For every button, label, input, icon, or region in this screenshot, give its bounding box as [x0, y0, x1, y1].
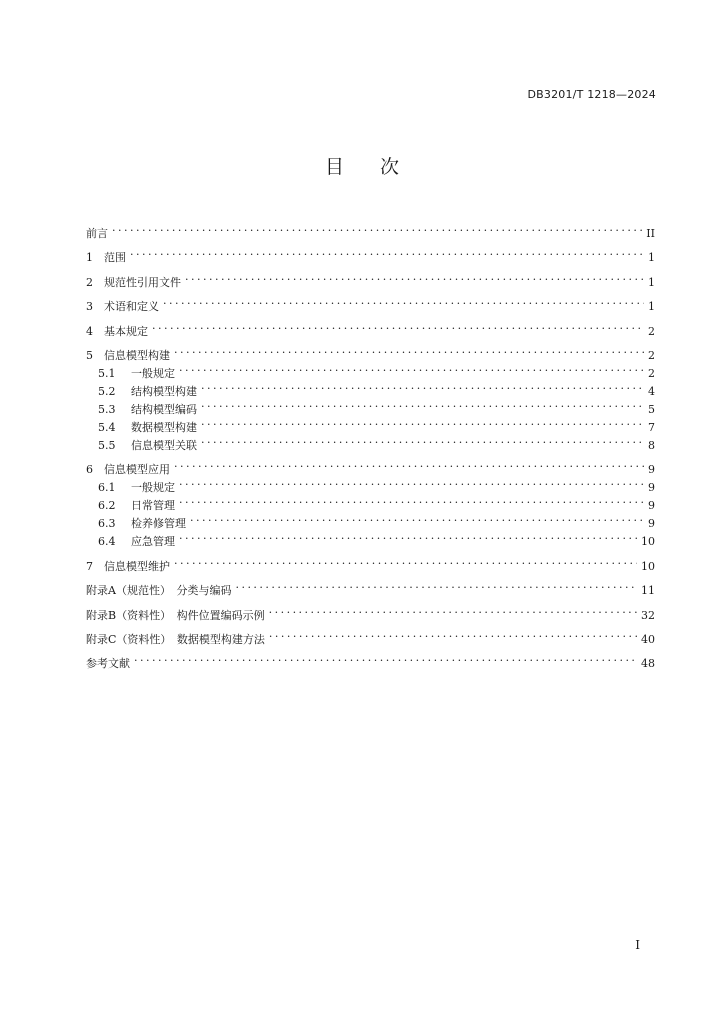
toc-entry-number: 5.4	[98, 420, 116, 434]
toc-entry-page: 9	[648, 499, 655, 513]
toc-entry[interactable]	[86, 576, 655, 598]
toc-entry-label: 一般规定	[131, 366, 175, 380]
toc-entry-number: 4	[86, 324, 93, 338]
toc-entry-page: 7	[648, 420, 655, 434]
toc-entry-page: 2	[648, 366, 655, 380]
toc-entry[interactable]	[86, 601, 655, 622]
toc-entry[interactable]	[86, 243, 655, 265]
toc-entry[interactable]	[86, 649, 655, 671]
toc-entry[interactable]	[86, 317, 655, 338]
toc-entry-label: 检养修管理	[131, 517, 186, 531]
toc-entry-page: 9	[648, 463, 655, 477]
toc-entry-label: 结构模型编码	[131, 402, 197, 416]
toc-entry-page: 8	[648, 438, 655, 452]
toc-entry-label: 范围	[104, 251, 126, 265]
toc-entry-page: 1	[648, 300, 655, 314]
toc-entry-page: 11	[641, 584, 655, 598]
toc-entry-number: 5.2	[98, 384, 116, 398]
toc-entry-page: 5	[648, 402, 655, 416]
toc-entry-label: 参考文献	[86, 657, 130, 671]
toc-entry-number: 2	[86, 275, 93, 289]
toc-leader-dots	[174, 341, 644, 359]
toc-entry[interactable]	[86, 359, 655, 380]
toc-entry-label: 规范性引用文件	[104, 275, 181, 289]
toc-entry[interactable]	[86, 292, 655, 314]
toc-entry[interactable]	[86, 268, 655, 289]
toc-entry-number: 5.3	[98, 402, 116, 416]
toc-leader-dots	[179, 491, 644, 509]
toc-leader-dots	[201, 377, 644, 395]
toc-entry[interactable]	[86, 219, 655, 240]
toc-entry-label: 附录B（资料性） 构件位置编码示例	[86, 608, 265, 622]
toc-entry-page: 32	[641, 608, 655, 622]
toc-entry-page: 48	[641, 657, 655, 671]
toc-entry-page: 4	[648, 384, 655, 398]
toc-entry-page: 1	[648, 275, 655, 289]
toc-entry-number: 6.4	[98, 535, 116, 549]
toc-entry-label: 信息模型关联	[131, 438, 197, 452]
toc-leader-dots	[174, 455, 644, 473]
toc-entry-label: 数据模型构建	[131, 420, 197, 434]
toc-entry-number: 5.1	[98, 366, 116, 380]
toc-entry-page: 10	[641, 535, 655, 549]
toc-entry[interactable]	[86, 625, 655, 646]
toc-entry-label: 日常管理	[131, 499, 175, 513]
toc-leader-dots	[179, 359, 644, 377]
toc-entry-page: 9	[648, 517, 655, 531]
toc-entry[interactable]	[86, 552, 655, 573]
toc-entry-label: 信息模型维护	[104, 559, 170, 573]
toc-leader-dots	[130, 243, 644, 261]
toc-entry-label: 信息模型构建	[104, 348, 170, 362]
toc-entry-label: 附录A（规范性） 分类与编码	[86, 584, 232, 598]
toc-entry-number: 7	[86, 559, 93, 573]
page-number: I	[635, 938, 640, 952]
toc-entry-page: 1	[648, 251, 655, 265]
toc-entry-label: 信息模型应用	[104, 463, 170, 477]
toc-entry-page: 2	[648, 348, 655, 362]
toc-entry[interactable]	[86, 455, 655, 477]
toc-leader-dots	[201, 413, 644, 431]
toc-entry-number: 1	[86, 251, 93, 265]
toc-entry-number: 3	[86, 300, 93, 314]
toc-leader-dots	[174, 552, 637, 570]
toc-leader-dots	[179, 473, 644, 491]
toc-entry-number: 5.5	[98, 438, 116, 452]
toc-entry-page: II	[646, 227, 655, 240]
toc-entry-label: 附录C（资料性） 数据模型构建方法	[86, 632, 265, 646]
toc-leader-dots	[112, 219, 642, 237]
toc-entry[interactable]	[86, 473, 655, 495]
page-title: 目次	[324, 156, 435, 178]
toc-entry[interactable]	[86, 341, 655, 362]
toc-entry-page: 10	[641, 559, 655, 573]
toc-leader-dots	[190, 509, 644, 527]
toc-entry-label: 术语和定义	[104, 300, 159, 314]
toc-entry-page: 40	[641, 632, 655, 646]
toc-leader-dots	[269, 601, 637, 619]
toc-entry-label: 结构模型构建	[131, 384, 197, 398]
toc-leader-dots	[185, 268, 644, 286]
toc-leader-dots	[201, 395, 644, 413]
toc-leader-dots	[201, 431, 644, 449]
toc-leader-dots	[269, 625, 637, 643]
toc-leader-dots	[179, 527, 637, 545]
toc-leader-dots	[134, 649, 637, 667]
toc-entry-number: 6	[86, 463, 93, 477]
toc-entry-number: 6.1	[98, 481, 116, 495]
toc-entry-number: 5	[86, 348, 93, 362]
standard-number: DB3201/T 1218—2024	[527, 88, 656, 101]
toc-leader-dots	[152, 317, 644, 335]
table-of-contents	[86, 219, 655, 671]
toc-entry-label: 前言	[86, 227, 108, 240]
toc-entry-label: 一般规定	[131, 481, 175, 495]
toc-leader-dots	[163, 292, 644, 310]
toc-entry-label: 基本规定	[104, 324, 148, 338]
toc-entry-page: 2	[648, 324, 655, 338]
toc-entry-number: 6.3	[98, 517, 116, 531]
toc-entry-number: 6.2	[98, 499, 116, 513]
toc-entry-label: 应急管理	[131, 535, 175, 549]
toc-leader-dots	[235, 576, 637, 594]
toc-entry-page: 9	[648, 481, 655, 495]
